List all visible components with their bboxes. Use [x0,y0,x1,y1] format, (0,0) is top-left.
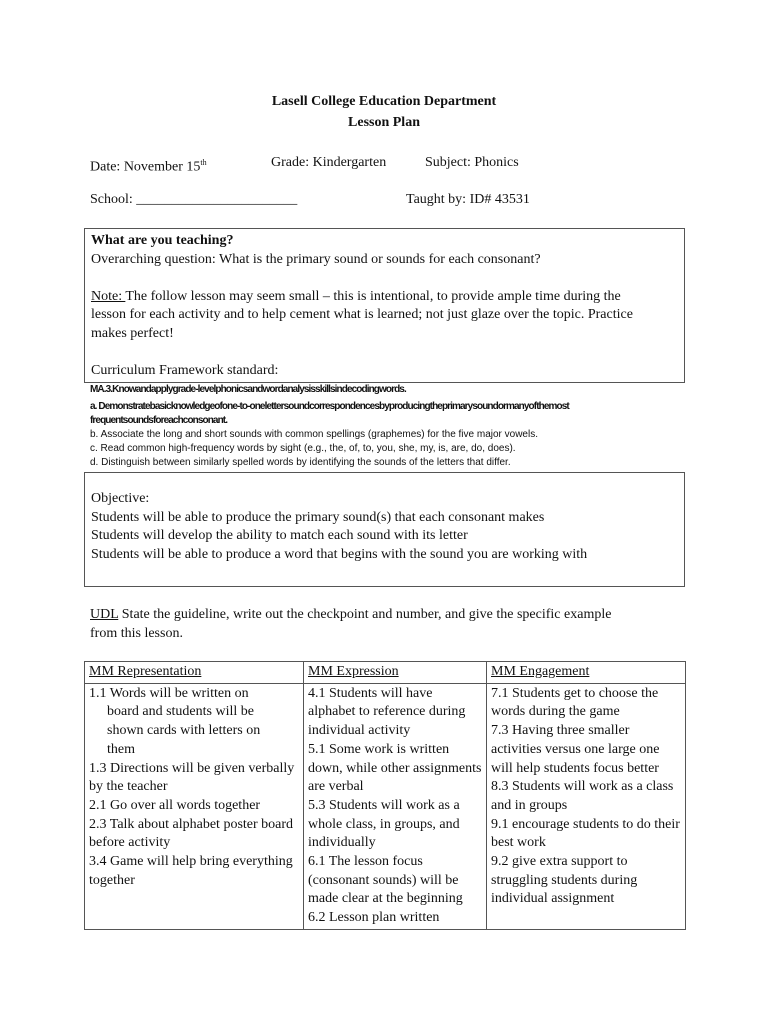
table-header-row [85,662,686,684]
note-line-3: makes perfect! [91,325,174,341]
school-field: School: _______________________ [90,192,298,207]
grade-field: Grade: Kindergarten [271,155,387,170]
date-field [90,154,207,177]
note-line-2: lesson for each activity and to help cement what is learned; not just glaze over the topic. Practice [91,307,633,322]
header-engagement: MM Engagement [487,662,686,684]
engagement-item: 7.3 Having three smaller activities versus one large one will help students focus better [491,723,660,776]
document-subtitle: Lesson Plan [348,115,420,130]
representation-item: 2.3 Talk about alphabet poster board before activity [89,816,294,851]
standard-a-cont: frequentsoundsforeachconsonant. [90,415,228,426]
objective-line: Students will be able to produce a word that begins with the sound you are working with [91,546,588,562]
note-line-1: The follow lesson may seem small – this is intentional, to provide ample time during the [125,288,621,304]
note-label: Note: [91,288,126,304]
expression-item: 6.1 The lesson focus (consonant sounds) will be made clear at the beginning [308,854,463,907]
standard-d: d. Distinguish between similarly spelled words by identifying the sounds of the letters that differ. [90,457,511,468]
representation-cell [85,683,304,929]
subject-field: Subject: Phonics [425,155,519,170]
representation-item: 2.1 Go over all words together [89,797,261,813]
document-title: Lasell College Education Department [271,94,497,109]
representation-item: 1.1 Words will be written on board and students will be shown cards with letters on them [89,685,261,757]
representation-item: 3.4 Game will help bring everything together [89,854,293,888]
date-text: Date: November 15 [90,159,201,175]
objective-box [84,472,685,587]
expression-item: 4.1 Students will have alphabet to reference during individual activity [308,685,466,739]
expression-cell [304,683,487,929]
engagement-item: 7.1 Students get to choose the words during the game [491,685,659,720]
standard-c: c. Read common high-frequency words by sight (e.g., the, of, to, you, she, my, is, are, do, does). [90,443,516,454]
engagement-item: 8.3 Students will work as a class and in groups [491,779,674,813]
expression-item: 5.1 Some work is written down, while other assignments are verbal [308,741,482,795]
date-suffix: th [200,158,207,167]
udl-line-2: from this lesson. [90,625,183,641]
representation-item: 1.3 Directions will be given verbally by the teacher [89,760,295,795]
expression-item: 6.2 Lesson plan written [308,910,440,926]
standard-main: MA.3.Knowandapplygrade-levelphonicsandwordanalysisskillsindecodingwords. [90,384,406,395]
note-paragraph [91,288,678,344]
standard-a: a. Demonstratebasicknowledgeofone-to-onelettersoundcorrespondencesbyproducingtheprimarysoundormanyofthemost [90,401,569,412]
udl-label: UDL [90,607,119,622]
taught-by-field: Taught by: ID# 43531 [406,192,530,207]
udl-instructions [90,606,611,643]
engagement-cell [487,683,686,929]
standard-b: b. Associate the long and short sounds with common spellings (graphemes) for the five major vowels. [90,429,538,440]
teaching-heading: What are you teaching? [91,233,234,248]
objective-line: Students will develop the ability to match each sound with its letter [91,528,468,543]
engagement-item: 9.1 encourage students to do their best work [491,816,680,851]
overarching-question: Overarching question: What is the primary sound or sounds for each consonant? [91,251,541,267]
mm-table [84,661,686,930]
header-expression: MM Expression [304,662,487,684]
objective-heading: Objective: [91,491,150,506]
engagement-item: 9.2 give extra support to struggling students during individual assignment [491,854,638,907]
framework-label: Curriculum Framework standard: [91,362,279,378]
objective-line: Students will be able to produce the primary sound(s) that each consonant makes [91,509,545,525]
header-representation: MM Representation [85,662,304,684]
expression-item: 5.3 Students will work as a whole class, in groups, and individually [308,797,460,851]
teaching-box [84,228,685,383]
udl-line-1: State the guideline, write out the checkpoint and number, and give the specific example [118,607,612,622]
table-row [85,683,686,929]
